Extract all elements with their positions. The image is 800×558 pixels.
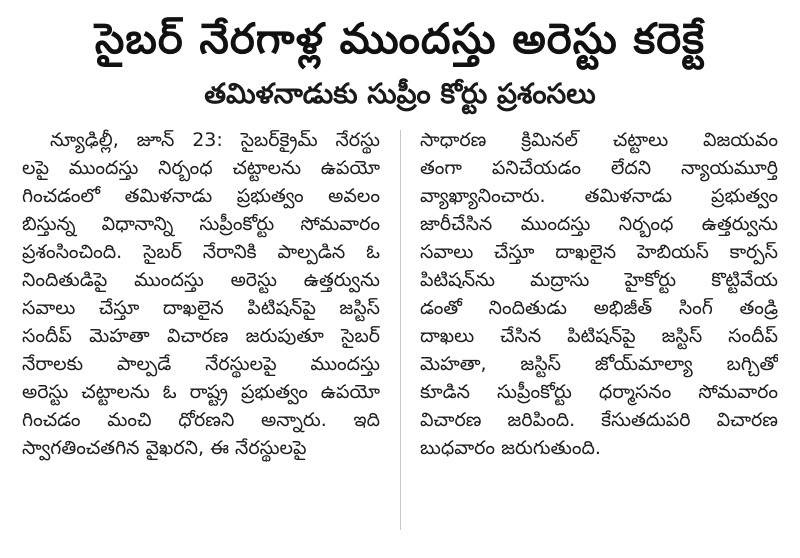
- article-text-line: బిస్తున్న విధానాన్ని సుప్రీంకోర్టు సోమవారం: [22, 213, 380, 235]
- article-text-line: సవాలు చేస్తూ దాఖలైన హెబియస్ కార్పస్: [420, 241, 778, 263]
- article-text-line: విచారణ జరిపింది. కేసుతదుపరి విచారణ: [420, 409, 778, 431]
- article-text-line: బుధవారం జరుగుతుంది.: [420, 437, 601, 459]
- article-text-line: జారీచేసిన ముందస్తు నిర్బంధ ఉత్తర్వును: [420, 213, 778, 235]
- article-text-line: ప్రశంసించింది. సైబర్ నేరానికి పాల్పడిన ఓ: [22, 241, 380, 263]
- article-text-line: సందీప్ మెహతా విచారణ జరుపుతూ సైబర్: [22, 325, 380, 347]
- article-text-line: లపై ముందస్తు నిర్బంధ చట్టాలను ఉపయో: [22, 157, 380, 179]
- subheadline: తమిళనాడుకు సుప్రీం కోర్టు ప్రశంసలు: [204, 77, 596, 110]
- article-text-line: సవాలు చేస్తూ దాఖలైన పిటిషన్‌పై జస్టిస్: [22, 297, 380, 319]
- article-text-line: గించడంలో తమిళనాడు ప్రభుత్వం అవలం: [22, 185, 380, 207]
- article-text-line: నిందితుడిపై ముందస్తు అరెస్టు ఉత్తర్వును: [22, 269, 380, 291]
- headline: సైబర్ నేరగాళ్ల ముందస్తు అరెస్టు కరెక్టే: [94, 14, 706, 63]
- article-text-line: న్యూఢిల్లీ, జూన్ 23: సైబర్‌క్రైమ్ నేరస్థు: [50, 129, 380, 151]
- article-text-line: మెహతా, జస్టిస్ జోయ్‌మాల్యా బగ్చితో: [420, 353, 778, 375]
- article-text-line: వ్యాఖ్యానించారు. తమిళనాడు ప్రభుత్వం: [420, 185, 778, 207]
- article-text-line: నేరాలకు పాల్పడే నేరస్థులపై ముందస్తు: [22, 353, 380, 375]
- article-text-line: సాధారణ క్రిమినల్ చట్టాలు విజయవం: [420, 129, 778, 151]
- article-text-line: గించడం మంచి ధోరణని అన్నారు. ఇది: [22, 409, 380, 431]
- article-text-line: స్వాగతించతగిన వైఖరని, ఈ నేరస్థులపై: [22, 437, 307, 459]
- article-text-line: దాఖలు చేసిన పిటిషన్‌పై జస్టిస్ సందీప్: [420, 325, 778, 347]
- article-column-left: [22, 126, 380, 544]
- article-column-right: [420, 126, 778, 544]
- article-text-line: కూడిన సుప్రీంకోర్టు ధర్మాసనం సోమవారం: [420, 381, 778, 403]
- article-text-line: డంతో నిందితుడు అభిజీత్ సింగ్ తండ్రి: [420, 297, 778, 319]
- article-body: [22, 126, 778, 544]
- article-text-line: తంగా పనిచేయడం లేదని న్యాయమూర్తి: [420, 157, 778, 179]
- article-text-line: అరెస్టు చట్టాలను ఓ రాష్ట్ర ప్రభుత్వం ఉపయో: [22, 381, 380, 403]
- column-divider: [400, 130, 401, 530]
- article-text-line: పిటిషన్‌ను మద్రాసు హైకోర్టు కొట్టివేయ: [420, 269, 778, 291]
